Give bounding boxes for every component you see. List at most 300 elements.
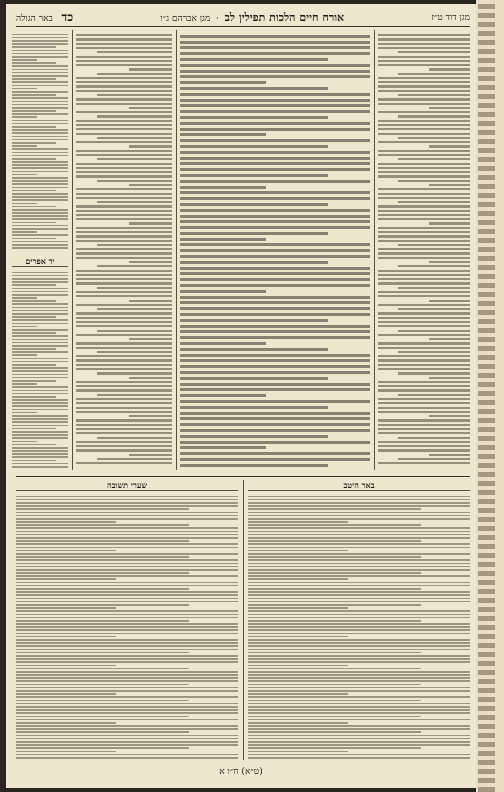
text-line (180, 313, 370, 316)
text-line (378, 291, 470, 293)
text-line (478, 625, 502, 630)
text-line (12, 155, 68, 157)
text-line (76, 34, 172, 36)
text-line (478, 418, 502, 423)
text-line (180, 290, 266, 293)
text-line (378, 34, 470, 36)
text-line (129, 68, 172, 70)
text-line (478, 319, 502, 324)
text-line (12, 247, 68, 249)
left-running-head (16, 10, 73, 25)
text-line (12, 447, 68, 449)
text-line (97, 137, 172, 139)
text-line (12, 212, 68, 214)
text-line (398, 158, 470, 160)
text-line (16, 502, 238, 504)
text-line (76, 355, 172, 357)
text-line (378, 278, 470, 280)
text-line (248, 661, 470, 663)
text-line (76, 90, 172, 92)
text-line (12, 393, 68, 395)
text-line (180, 354, 370, 357)
text-line (16, 588, 189, 590)
text-line (12, 399, 68, 401)
text-line (478, 256, 502, 261)
text-line (478, 76, 502, 81)
text-line (12, 428, 56, 430)
text-line (12, 354, 37, 356)
text-line (12, 43, 68, 45)
text-line (478, 301, 502, 306)
text-line (12, 412, 37, 414)
text-line (76, 270, 172, 272)
text-line (478, 580, 502, 585)
text-line (12, 450, 68, 452)
text-line (398, 287, 470, 289)
text-line (378, 210, 470, 212)
text-line (378, 77, 470, 79)
text-line (16, 569, 238, 571)
text-line (378, 141, 470, 143)
text-line (16, 722, 116, 724)
text-line (180, 133, 266, 136)
text-line (16, 610, 238, 612)
text-line (16, 515, 238, 517)
text-line (76, 419, 172, 421)
text-line (378, 43, 470, 45)
text-line (76, 364, 172, 366)
text-line (12, 418, 68, 420)
text-line (12, 241, 68, 243)
text-line (180, 452, 370, 455)
text-line (12, 390, 68, 392)
text-line (12, 272, 68, 274)
text-line (97, 244, 172, 246)
text-line (378, 419, 470, 421)
text-line (12, 380, 56, 382)
text-line (248, 543, 470, 545)
text-line (248, 556, 421, 558)
text-line (97, 201, 172, 203)
text-line (378, 150, 470, 152)
text-line (12, 101, 68, 103)
text-line (12, 215, 68, 217)
text-line (16, 614, 238, 616)
text-line (248, 693, 348, 695)
text-line (12, 113, 68, 115)
text-line (478, 463, 502, 468)
text-line (16, 623, 238, 625)
text-line (76, 381, 172, 383)
text-line (478, 310, 502, 315)
text-line (478, 13, 502, 18)
text-line (12, 97, 68, 99)
text-line (478, 130, 502, 135)
text-line (16, 540, 189, 542)
text-line (478, 697, 502, 702)
text-line (378, 462, 470, 464)
text-line (180, 180, 370, 183)
text-line (180, 87, 328, 90)
text-line (429, 145, 470, 147)
text-line (76, 240, 172, 242)
text-line (180, 215, 370, 218)
text-line (478, 427, 502, 432)
text-line (378, 411, 470, 413)
text-line (248, 649, 470, 651)
text-line (12, 310, 68, 312)
text-line (16, 700, 189, 702)
text-line (12, 377, 68, 379)
text-line (12, 88, 37, 90)
text-line (429, 415, 470, 417)
text-line (180, 226, 370, 229)
text-line (12, 81, 68, 83)
text-line (248, 537, 470, 539)
text-line (180, 388, 370, 391)
text-line (76, 120, 172, 122)
text-line (76, 278, 172, 280)
text-line (129, 415, 172, 417)
text-line (76, 274, 172, 276)
text-line (16, 735, 238, 737)
text-line (76, 398, 172, 400)
text-line (76, 445, 172, 447)
text-line (248, 508, 421, 510)
text-line (16, 543, 238, 545)
text-line (12, 53, 68, 55)
text-line (478, 643, 502, 648)
text-line (16, 505, 238, 507)
text-line (76, 248, 172, 250)
text-line (12, 107, 68, 109)
text-line (429, 107, 470, 109)
text-line (248, 725, 470, 727)
text-line (478, 409, 502, 414)
text-line (478, 382, 502, 387)
text-line (12, 161, 68, 163)
text-line (248, 518, 470, 520)
text-line (378, 111, 470, 113)
text-line (76, 111, 172, 113)
text-line (16, 757, 238, 759)
text-line (248, 559, 470, 561)
text-line (378, 381, 470, 383)
text-line (248, 604, 421, 606)
text-line (180, 446, 266, 449)
text-line (76, 334, 172, 336)
text-line (180, 81, 266, 84)
text-line (16, 521, 116, 523)
text-line (180, 64, 370, 67)
text-line (429, 454, 470, 456)
text-line (180, 232, 328, 235)
text-line (76, 103, 172, 105)
text-line (378, 235, 470, 237)
text-line (248, 658, 470, 660)
text-line (16, 671, 238, 673)
text-line (76, 150, 172, 152)
text-line (398, 51, 470, 53)
text-line (76, 304, 172, 306)
text-line (180, 249, 370, 252)
text-line (16, 563, 238, 565)
text-line (12, 120, 68, 122)
text-line (97, 180, 172, 182)
text-line (248, 582, 470, 584)
text-line (478, 211, 502, 216)
text-line (12, 415, 68, 417)
text-line (398, 330, 470, 332)
text-line (180, 191, 370, 194)
text-line (248, 690, 470, 692)
text-line (478, 544, 502, 549)
text-line (16, 693, 116, 695)
text-line (398, 115, 470, 117)
text-line (12, 69, 68, 71)
text-line (76, 257, 172, 259)
text-line (12, 234, 68, 236)
text-line (248, 757, 470, 759)
text-line (16, 585, 238, 587)
text-line (478, 454, 502, 459)
text-line (180, 267, 370, 270)
text-line (12, 177, 68, 179)
text-line (248, 512, 470, 514)
left-label: באר הגולה (16, 13, 53, 24)
text-line (180, 272, 370, 275)
text-line (378, 445, 470, 447)
text-line (248, 700, 421, 702)
text-line (248, 747, 421, 749)
text-line (76, 214, 172, 216)
text-line (478, 679, 502, 684)
text-line (478, 373, 502, 378)
text-line (12, 148, 68, 150)
text-line (378, 128, 470, 130)
text-line (398, 244, 470, 246)
text-line (248, 607, 348, 609)
text-line (248, 617, 470, 619)
text-line (478, 778, 502, 783)
text-line (12, 62, 56, 64)
text-line (248, 719, 470, 721)
text-line (378, 171, 470, 173)
text-line (12, 218, 68, 220)
text-line (378, 124, 470, 126)
text-line (248, 594, 470, 596)
text-line (478, 22, 502, 27)
text-line (16, 550, 116, 552)
text-line (180, 139, 370, 142)
text-line (378, 90, 470, 92)
text-line (16, 582, 238, 584)
text-line (76, 227, 172, 229)
text-line (248, 741, 470, 743)
text-line (129, 261, 172, 263)
text-line (16, 716, 189, 718)
shaarei-teshuvah-label: שערי תשובה (16, 480, 238, 491)
text-line (16, 537, 238, 539)
text-line (180, 58, 328, 61)
text-line (478, 715, 502, 720)
text-line (378, 347, 470, 349)
text-line (248, 502, 470, 504)
text-line (12, 244, 68, 246)
text-line (398, 351, 470, 353)
text-line (16, 591, 238, 593)
text-line (478, 481, 502, 486)
text-line (378, 56, 470, 58)
text-line (180, 342, 266, 345)
text-line (429, 261, 470, 263)
text-line (180, 377, 328, 380)
text-line (378, 364, 470, 366)
text-line (378, 103, 470, 105)
text-line (398, 265, 470, 267)
text-line (180, 336, 370, 339)
text-line (378, 154, 470, 156)
text-line (12, 294, 68, 296)
text-line (97, 73, 172, 75)
text-line (12, 206, 56, 208)
text-line (12, 278, 68, 280)
text-line (478, 634, 502, 639)
text-line (478, 157, 502, 162)
text-line (76, 428, 172, 430)
text-line (12, 190, 56, 192)
text-line (12, 434, 68, 436)
text-line (478, 499, 502, 504)
text-line (478, 49, 502, 54)
text-line (16, 512, 238, 514)
text-line (76, 60, 172, 62)
text-line (12, 78, 56, 80)
text-line (478, 364, 502, 369)
text-line (16, 751, 116, 753)
text-line (398, 308, 470, 310)
text-line (248, 645, 470, 647)
text-line (180, 151, 370, 154)
text-line (180, 365, 370, 368)
text-line (478, 562, 502, 567)
text-line (12, 329, 68, 331)
text-line (76, 317, 172, 319)
text-line (76, 441, 172, 443)
text-line (12, 332, 56, 334)
text-line (248, 639, 470, 641)
text-line (478, 346, 502, 351)
text-line (12, 431, 68, 433)
text-line (12, 228, 68, 230)
text-line (478, 571, 502, 576)
text-line (478, 670, 502, 675)
text-line (76, 462, 172, 464)
text-line (248, 515, 470, 517)
text-line (398, 437, 470, 439)
text-line (76, 171, 172, 173)
text-line (378, 355, 470, 357)
text-line (16, 524, 189, 526)
text-line (16, 601, 238, 603)
text-line (12, 297, 37, 299)
text-line (12, 56, 68, 58)
page-number: כד (61, 9, 74, 24)
text-line (16, 620, 189, 622)
text-line (12, 193, 68, 195)
text-line (16, 629, 238, 631)
text-line (180, 168, 370, 171)
text-line (478, 67, 502, 72)
text-line (76, 312, 172, 314)
baer-heitev-column (248, 494, 470, 760)
text-line (12, 307, 68, 309)
text-line (16, 687, 238, 689)
text-line (129, 338, 172, 340)
text-line (478, 508, 502, 513)
text-line (248, 712, 470, 714)
printer-signature: (ט״א) ח״ו א (219, 767, 263, 777)
text-line (378, 98, 470, 100)
center-running-head: אורח חיים הלכות תפילין לב · מגן אברהם ג״ו (160, 10, 345, 24)
text-line (478, 139, 502, 144)
text-line (378, 163, 470, 165)
text-line (12, 196, 68, 198)
text-line (478, 247, 502, 252)
text-line (16, 674, 238, 676)
text-line (378, 193, 470, 195)
turei-zahav-column (378, 32, 470, 470)
text-line (478, 661, 502, 666)
text-line (12, 72, 68, 74)
text-line (12, 34, 68, 36)
text-line (478, 355, 502, 360)
text-line (478, 265, 502, 270)
text-line (76, 175, 172, 177)
text-line (12, 463, 68, 465)
text-line (248, 524, 421, 526)
text-line (429, 377, 470, 379)
text-line (429, 184, 470, 186)
text-line (378, 231, 470, 233)
text-line (478, 166, 502, 171)
text-line (398, 458, 470, 460)
text-line (76, 235, 172, 237)
text-line (16, 527, 238, 529)
text-line (97, 287, 172, 289)
text-line (76, 193, 172, 195)
text-line (16, 572, 189, 574)
text-line (248, 642, 470, 644)
text-line (16, 754, 238, 756)
text-line (478, 616, 502, 621)
text-line (378, 64, 470, 66)
text-line (12, 342, 68, 344)
text-line (180, 122, 370, 125)
text-line (16, 655, 238, 657)
text-line (478, 589, 502, 594)
text-line (378, 389, 470, 391)
text-line (478, 229, 502, 234)
text-line (429, 338, 470, 340)
text-line (180, 284, 370, 287)
baer-heitev-label: באר היטב (248, 480, 470, 491)
text-line (180, 330, 370, 333)
text-line (378, 240, 470, 242)
main-text-column (180, 32, 370, 470)
text-line (16, 677, 238, 679)
text-line (12, 152, 68, 154)
